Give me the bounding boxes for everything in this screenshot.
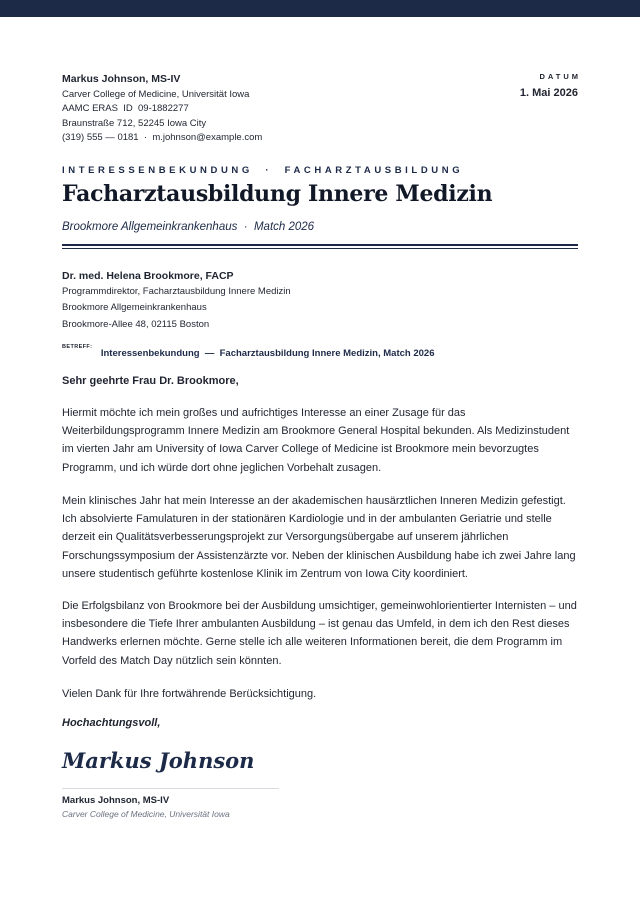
recipient-hospital: Brookmore Allgemeinkrankenhaus — [62, 302, 207, 314]
recipient-address: Brookmore-Allee 48, 02115 Boston — [62, 318, 210, 330]
sender-contact — [62, 131, 262, 146]
date-block — [519, 72, 581, 99]
signature-affiliation: Carver College of Medicine, Universität Iowa — [62, 809, 230, 819]
divider-thick — [62, 244, 578, 246]
date-label: DATUM — [539, 72, 581, 81]
signature-line — [62, 788, 279, 789]
subject-tag: BETREFF: — [62, 344, 93, 350]
signature-name: Markus Johnson, MS-IV — [62, 795, 170, 806]
recipient-name: Dr. med. Helena Brookmore, FACP — [62, 270, 234, 282]
recipient-role: Programmdirektor, Facharztausbildung Innere Medizin — [62, 286, 291, 298]
sender-name: Markus Johnson, MS-IV — [62, 73, 181, 85]
contact-separator: · — [143, 132, 148, 144]
sender-address: Braunstraße 712, 52245 Iowa City — [62, 117, 207, 129]
body-paragraph-3: Die Erfolgsbilanz von Brookmore bei der Ausbildung umsichtiger, gemeinwohlorientierter Internisten – und insbesondere die Tiefe Ihrer ambulanten Ausbildung – ist genau das Umfeld, in dem ich den Rest dieses Handwerks erlernen möchte. Gerne stelle ich alle weiteren Informationen bereit, die dem Programm im Vorfeld des Match Day nützlich sein könnten. — [62, 600, 577, 667]
salutation: Sehr geehrte Frau Dr. Brookmore, — [62, 375, 239, 387]
sender-eras-id: AAMC ERAS ID 09-1882277 — [62, 103, 189, 115]
body-paragraph-1: Hiermit möchte ich mein großes und aufrichtiges Interesse an einer Zusage für das Weiterbildungsprogramm Innere Medizin am Brookmore General Hospital bekunden. Als Medizinstudent im vierten Jahr am University of Iowa Carver College of Medicine ist Brookmore mein bevorzugtes Programm, und ich würde dort ohne jeglichen Vorbehalt zusagen. — [62, 407, 570, 474]
subject-text: Interessenbekundung — Facharztausbildung Innere Medizin, Match 2026 — [100, 348, 435, 359]
letter-eyebrow: INTERESSENBEKUNDUNG · FACHARZTAUSBILDUNG — [62, 165, 464, 176]
header-bar — [0, 0, 640, 17]
body-paragraph-2: Mein klinisches Jahr hat mein Interesse an der akademischen hausärztlichen Inneren Medizin gefestigt. Ich absolvierte Famulaturen in der stationären Kardiologie und in der ambulanten Geriatrie und stelle derzeit ein Qualitätsverbesserungsprojekt zur Versorgungsübergabe auf unserem jährlichen Forschungssymposium der Assistenzärzte vor. Neben der klinischen Ausbildung habe ich zwei Jahre lang unsere studentisch geführte kostenlose Klinik im Zentrum von Iowa City koordiniert. — [62, 495, 576, 580]
handwritten-signature: Markus Johnson — [62, 748, 255, 773]
sender-block — [62, 72, 262, 146]
sender-school: Carver College of Medicine, Universität Iowa — [62, 88, 250, 100]
recipient-block — [62, 268, 291, 333]
sender-phone: (319) 555 — 0181 — [62, 132, 139, 144]
letter-subtitle: Brookmore Allgemeinkrankenhaus · Match 2026 — [62, 221, 315, 233]
closing: Hochachtungsvoll, — [62, 717, 161, 729]
sender-email[interactable]: m.johnson@example.com — [152, 132, 263, 144]
date-value: 1. Mai 2026 — [519, 87, 578, 99]
divider-thin — [62, 248, 578, 249]
subject-line — [62, 343, 434, 361]
body-paragraph-4: Vielen Dank für Ihre fortwährende Berücksichtigung. — [62, 688, 317, 700]
letter-title: Facharztausbildung Innere Medizin — [62, 181, 493, 207]
